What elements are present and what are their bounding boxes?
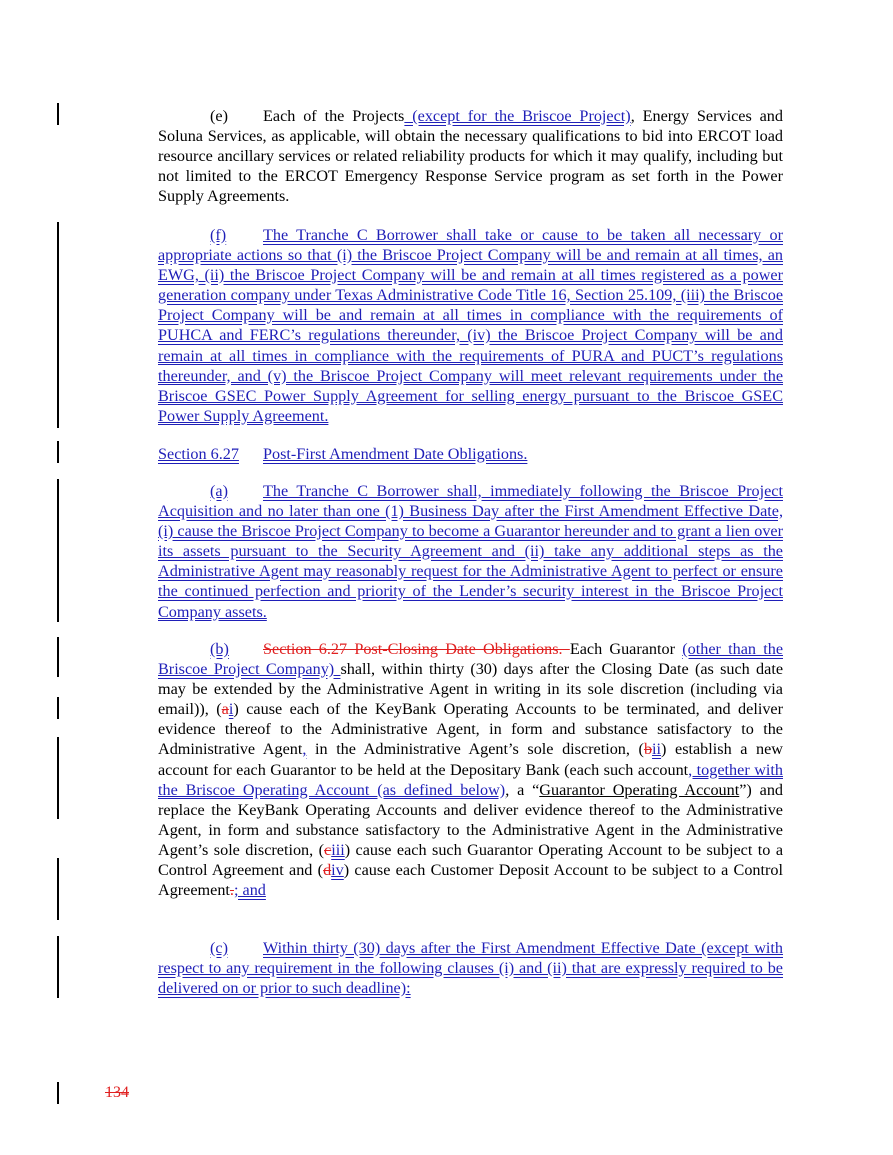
body-text: Each of the Projects xyxy=(263,107,405,125)
body-text: ) cause each such Guarantor Operating Account to be subject to a Control Agreement and ( xyxy=(158,840,784,880)
inserted-text: (other than the Briscoe Project Company) xyxy=(158,640,783,679)
change-bar xyxy=(57,936,59,998)
inserted-text: ii xyxy=(652,740,662,759)
body-text: , a “ xyxy=(505,780,540,799)
section-number: Section 6.27 xyxy=(158,445,239,463)
defined-term: Guarantor Operating Account xyxy=(539,780,740,799)
section-heading xyxy=(158,444,783,464)
body-text: in the Administrative Agent’s sole discretion, ( xyxy=(306,740,644,759)
page-number: 134 xyxy=(105,1084,129,1101)
change-bar xyxy=(57,858,59,920)
inserted-text: Within thirty (30) days after the First Amendment Effective Date (except with respect to any requirement in the following clauses (i) and (ii) that are expressly required to be delivered on or prior to such deadline): xyxy=(158,939,783,998)
paragraph-a xyxy=(158,481,783,622)
deleted-text: . xyxy=(229,881,234,900)
body-text: ) cause each of the KeyBank Operating Accounts to be terminated, and deliver evidence thereof to the Administrative Agent, in form and substance satisfactory to the Administrative Agent xyxy=(158,700,783,759)
paragraph-b xyxy=(158,639,783,900)
deleted-text: a xyxy=(221,700,229,719)
body-text: Each Guarantor xyxy=(569,640,683,658)
inserted-text: i xyxy=(228,700,234,719)
body-text: shall, within thirty (30) days after the Closing Date (as such date may be extended by the Administrative Agent in writing in its sole discretion (including via email)), ( xyxy=(158,660,783,719)
inserted-text: , xyxy=(302,740,307,759)
body-text: ”) and replace the KeyBank Operating Accounts and deliver evidence thereof to the Administrative Agent, in form and substance satisfactory to the Administrative Agent in the Administrative Agent’s sole discretion, ( xyxy=(158,780,784,859)
inserted-text: iv xyxy=(331,861,344,880)
change-bar xyxy=(57,1082,59,1104)
deleted-text: b xyxy=(643,740,653,759)
change-bar xyxy=(57,697,59,719)
inserted-text: ; and xyxy=(233,881,266,900)
change-bar xyxy=(57,479,59,622)
paragraph-f xyxy=(158,225,783,426)
body-text: ) establish a new account for each Guarantor to be held at the Depositary Bank (each such account xyxy=(158,740,783,779)
paragraph-label: (c) xyxy=(210,939,228,957)
paragraph-label: (f) xyxy=(210,226,227,244)
change-bar xyxy=(57,222,59,428)
deleted-text: Section 6.27 Post-Closing Date Obligations. xyxy=(263,640,570,658)
paragraph-label: (e) xyxy=(210,107,228,125)
change-bar xyxy=(57,637,59,677)
body-text: ) cause each Customer Deposit Account to be subject to a Control Agreement xyxy=(158,861,783,900)
change-bar xyxy=(57,441,59,463)
change-bar xyxy=(57,103,59,125)
inserted-text: The Tranche C Borrower shall, immediately following the Briscoe Project Acquisition and no later than one (1) Business Day after the First Amendment Effective Date, (i) cause the Briscoe Project Company to become a Guarantor hereunder and to grant a lien over its assets pursuant to the Security Agreement and (ii) take any additional steps as the Administrative Agent may reasonably request for the Administrative Agent to perfect or ensure the continued perfection and priority of the Lender’s security interest in the Briscoe Project Company assets. xyxy=(158,482,783,621)
inserted-text: (except for the Briscoe Project) xyxy=(404,107,631,125)
deleted-text: d xyxy=(323,861,332,880)
deleted-text: c xyxy=(324,840,332,859)
inserted-text: , together with the Briscoe Operating Account (as defined below) xyxy=(158,760,783,799)
paragraph-label: (b) xyxy=(210,640,229,658)
inserted-text: The Tranche C Borrower shall take or cause to be taken all necessary or appropriate actions so that (i) the Briscoe Project Company will be and remain at all times, an EWG, (ii) the Briscoe Project Company will be and remain at all times registered as a power generation company under Texas Administrative Code Title 16, Section 25.109, (iii) the Briscoe Project Company will be and remain at all times in compliance with the requirements of PUHCA and FERC’s regulations thereunder, (iv) the Briscoe Project Company will be and remain at all times in compliance with the requirements of PURA and PUCT’s regulations thereunder, and (v) the Briscoe Project Company will meet relevant requirements under the Briscoe GSEC Power Supply Agreement for selling energy pursuant to the Briscoe GSEC Power Supply Agreement. xyxy=(158,226,783,425)
paragraph-c xyxy=(158,938,783,998)
inserted-text: iii xyxy=(331,840,345,859)
change-bar xyxy=(57,737,59,819)
paragraph-label: (a) xyxy=(210,482,228,500)
paragraph-e xyxy=(158,106,783,206)
section-title: Post-First Amendment Date Obligations. xyxy=(263,445,528,463)
body-text: , Energy Services and Soluna Services, as applicable, will obtain the necessary qualifications to bid into ERCOT load resource ancillary services or related reliability products for which it may qualify, including but not limited to the ERCOT Emergency Response Service program as set forth in the Power Supply Agreements. xyxy=(158,107,783,206)
